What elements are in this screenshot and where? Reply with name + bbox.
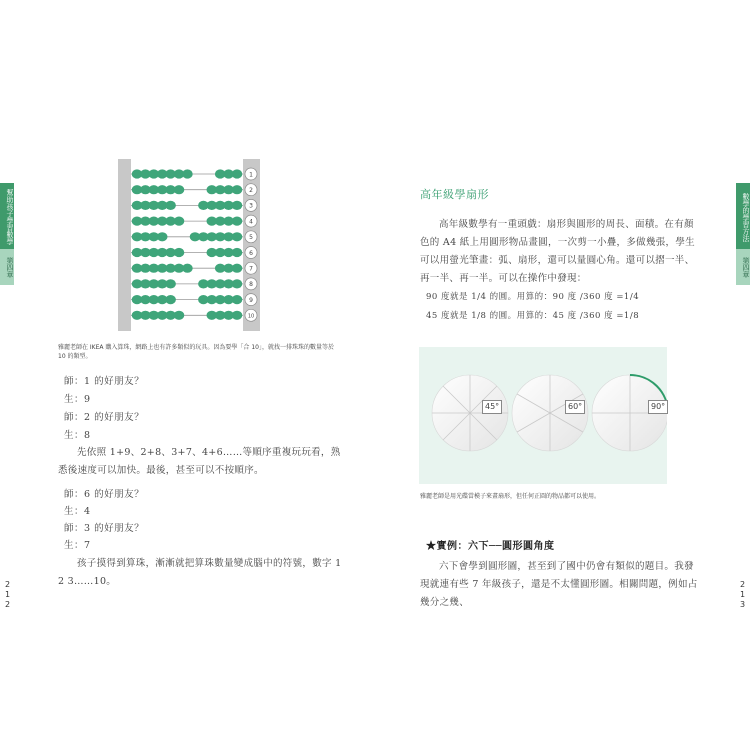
abacus-bead (165, 279, 176, 288)
abacus-figure (118, 159, 260, 331)
right-page-number (738, 580, 746, 612)
equation-2: 45 度就是 1/8 的圓。用算的：45 度 /360 度 =1/8 (426, 311, 640, 321)
abacus-bead (182, 264, 193, 273)
abacus-row-label: 10 (247, 313, 255, 320)
abacus-bead (157, 232, 168, 241)
abacus-bead (174, 311, 185, 320)
dialog-line: 師：1 的好朋友？ (64, 376, 145, 387)
example-title: ★實例：六下──圓形圓角度 (426, 541, 555, 552)
left-page-number (3, 580, 11, 612)
left-caption: 雅麗老師在 IKEA 購入算珠，網路上也有許多類似的玩具。因為要學「合 10」，就找一排珠珠的數量等於 10 的類型。 (58, 344, 334, 360)
pie-label-45: 45° (482, 400, 502, 414)
abacus-bead (207, 185, 218, 194)
left-page-number-text: 212 (3, 580, 12, 610)
left-dialog-1 (64, 373, 344, 445)
abacus-bead (198, 295, 209, 304)
section-title: 高年級學扇形 (420, 188, 489, 201)
dialog-line: 生：4 (64, 506, 91, 517)
abacus-row-label: 7 (249, 265, 253, 273)
abacus-row-label: 8 (249, 281, 253, 289)
abacus-bead (207, 311, 218, 320)
abacus-left-post (118, 159, 131, 331)
dialog-line: 生：8 (64, 430, 91, 441)
left-chapter-label: 第四章 (6, 256, 14, 278)
right-side-tab-title: 數學的學習方法 (742, 192, 750, 242)
right-page-number-text: 213 (738, 580, 747, 610)
abacus-bead (198, 279, 209, 288)
abacus-bead (174, 248, 185, 257)
left-side-tab-title: 幫助孩子學習數學 (6, 189, 14, 245)
abacus-bead (215, 169, 226, 178)
abacus-row-label: 9 (249, 296, 253, 304)
abacus-bead (165, 201, 176, 210)
left-paragraph-1: 先依照 1+9、2+8、3+7、4+6……等順序重複玩玩看，熟悉後速度可以加快。最後，甚至可以不按順序。 (58, 447, 341, 476)
abacus-bead (207, 217, 218, 226)
abacus-bead (198, 201, 209, 210)
abacus-bead (190, 232, 201, 241)
equation-1: 90 度就是 1/4 的圓。用算的：90 度 /360 度 =1/4 (426, 292, 640, 302)
abacus-row-label: 3 (249, 202, 253, 210)
pie-label-60: 60° (565, 400, 585, 414)
right-paragraph-2: 六下會學到圓形圖，甚至到了國中仍會有類似的題目。我發現就連有些 7 年級孩子，還是不太懂圓形圖。相關問題，例如占幾分之幾、 (420, 561, 698, 608)
left-paragraph-2: 孩子摸得到算珠，漸漸就把算珠數量變成腦中的符號，數字 1 2 3……10。 (58, 558, 342, 587)
abacus-row-label: 5 (249, 234, 253, 242)
dialog-line: 師：6 的好朋友？ (64, 489, 145, 500)
abacus-bead (207, 248, 218, 257)
right-chapter-label: 第四章 (742, 256, 750, 278)
abacus-bead (182, 169, 193, 178)
abacus-row-label: 6 (249, 249, 253, 257)
sector-figure (419, 347, 667, 484)
pie-label-90: 90° (648, 400, 668, 414)
left-dialog-2 (64, 486, 344, 554)
abacus-bead (165, 295, 176, 304)
right-paragraph-1: 高年級數學有一重頭戲：扇形與圓形的周長、面積。在有顏色的 A4 紙上用圓形物品畫圓，一次剪一小疊，多做幾張，學生可以用螢光筆畫：弧、扇形，還可以量圓心角。還可以摺一半、再一半、再一半。可以在操作中發現： (420, 219, 695, 284)
dialog-line: 師：3 的好朋友？ (64, 523, 145, 534)
abacus-bead (174, 185, 185, 194)
abacus-bead (215, 264, 226, 273)
dialog-line: 師：2 的好朋友？ (64, 412, 145, 423)
abacus-row-label: 4 (249, 218, 253, 226)
abacus-row-label: 1 (249, 171, 253, 179)
dialog-line: 生：7 (64, 540, 91, 551)
abacus-row-label: 2 (249, 187, 253, 194)
dialog-line: 生：9 (64, 394, 91, 405)
abacus-bead (174, 217, 185, 226)
right-caption: 雅麗老師是用光碟當模子來畫扇形，但任何正圓的物品都可以使用。 (420, 493, 601, 500)
